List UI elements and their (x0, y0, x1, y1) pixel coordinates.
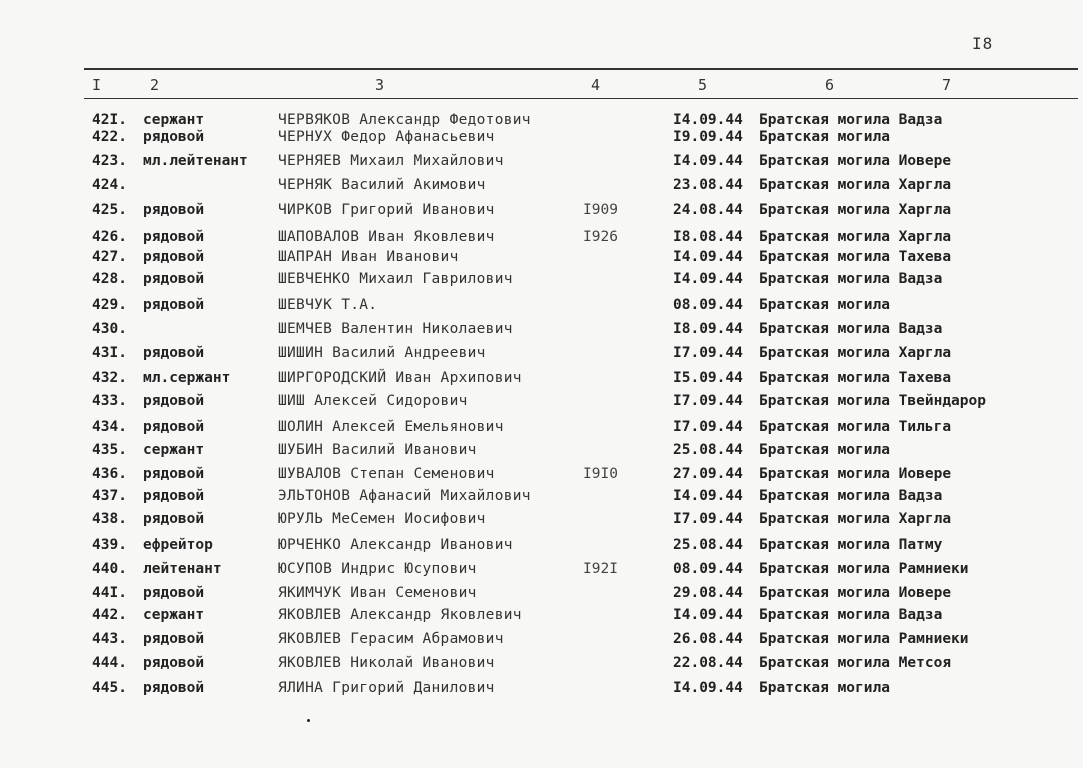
record-birth-year: I92I (583, 561, 618, 577)
record-number: 433. (92, 393, 127, 409)
record-death-date: 23.08.44 (673, 177, 743, 193)
record-death-date: I7.09.44 (673, 511, 743, 527)
record-death-date: I4.09.44 (673, 112, 743, 128)
record-name: ЯКОВЛЕВ Николай Иванович (278, 655, 495, 671)
record-burial-place: Братская могила Харгла (759, 345, 952, 361)
record-death-date: 29.08.44 (673, 585, 743, 601)
record-rank: лейтенант (143, 561, 222, 577)
record-name: ЧЕРНЯЕВ Михаил Михайлович (278, 153, 504, 169)
table-row (0, 129, 1083, 149)
record-rank: рядовой (143, 271, 205, 287)
col-header-7: 7 (942, 76, 952, 94)
record-number: 429. (92, 297, 127, 313)
table-row (0, 631, 1083, 651)
record-burial-place: Братская могила Харгла (759, 229, 952, 245)
record-death-date: I4.09.44 (673, 488, 743, 504)
record-burial-place: Братская могила Харгла (759, 511, 952, 527)
table-row (0, 271, 1083, 291)
record-rank: рядовой (143, 511, 205, 527)
record-number: 432. (92, 370, 127, 386)
record-burial-place: Братская могила Рамниеки (759, 631, 969, 647)
record-burial-place: Братская могила (759, 129, 890, 145)
table-row (0, 370, 1083, 390)
record-name: ЧИРКОВ Григорий Иванович (278, 202, 495, 218)
record-death-date: I4.09.44 (673, 249, 743, 265)
record-name: ЮРУЛЬ МеСемен Иосифович (278, 511, 486, 527)
record-name: ЯКОВЛЕВ Александр Яковлевич (278, 607, 522, 623)
record-name: ШУБИН Василий Иванович (278, 442, 477, 458)
record-death-date: I8.08.44 (673, 229, 743, 245)
table-row (0, 511, 1083, 531)
record-death-date: I5.09.44 (673, 370, 743, 386)
table-row (0, 393, 1083, 413)
table-row (0, 419, 1083, 439)
record-death-date: I7.09.44 (673, 345, 743, 361)
record-name: ШИШ Алексей Сидорович (278, 393, 468, 409)
record-rank: рядовой (143, 680, 205, 696)
record-number: 435. (92, 442, 127, 458)
record-burial-place: Братская могила Тильга (759, 419, 952, 435)
record-burial-place: Братская могила Тахева (759, 249, 952, 265)
table-row (0, 345, 1083, 365)
table-row (0, 585, 1083, 605)
page-number: I8 (972, 34, 994, 53)
table-row (0, 607, 1083, 627)
table-row (0, 655, 1083, 675)
record-birth-year: I926 (583, 229, 618, 245)
table-row (0, 680, 1083, 700)
col-header-3: 3 (375, 76, 385, 94)
record-name: ЭЛЬТОНОВ Афанасий Михайлович (278, 488, 531, 504)
record-rank: ефрейтор (143, 537, 213, 553)
record-name: ШЕВЧЕНКО Михаил Гаврилович (278, 271, 513, 287)
record-name: ЯКОВЛЕВ Герасим Абрамович (278, 631, 504, 647)
stray-mark (307, 719, 310, 722)
record-name: ЧЕРВЯКОВ Александр Федотович (278, 112, 531, 128)
col-header-4: 4 (591, 76, 601, 94)
table-row (0, 537, 1083, 557)
record-number: 425. (92, 202, 127, 218)
record-name: ЯКИМЧУК Иван Семенович (278, 585, 477, 601)
record-burial-place: Братская могила (759, 297, 890, 313)
record-burial-place: Братская могила Вадза (759, 321, 943, 337)
record-number: 443. (92, 631, 127, 647)
record-number: 422. (92, 129, 127, 145)
record-number: 428. (92, 271, 127, 287)
record-number: 43I. (92, 345, 127, 361)
record-birth-year: I9I0 (583, 466, 618, 482)
record-burial-place: Братская могила (759, 680, 890, 696)
record-rank: сержант (143, 607, 205, 623)
record-name: ШЕВЧУК Т.А. (278, 297, 378, 313)
record-death-date: 08.09.44 (673, 297, 743, 313)
record-rank: рядовой (143, 297, 205, 313)
record-death-date: I4.09.44 (673, 607, 743, 623)
col-header-1: I (92, 76, 102, 94)
record-burial-place: Братская могила Харгла (759, 177, 952, 193)
record-number: 424. (92, 177, 127, 193)
record-name: ШИШИН Василий Андреевич (278, 345, 486, 361)
record-death-date: 27.09.44 (673, 466, 743, 482)
col-header-2: 2 (150, 76, 160, 94)
record-name: ШЕМЧЕВ Валентин Николаевич (278, 321, 513, 337)
record-rank: рядовой (143, 345, 205, 361)
table-row (0, 202, 1083, 222)
record-burial-place: Братская могила Тахева (759, 370, 952, 386)
record-burial-place: Братская могила Метсоя (759, 655, 952, 671)
record-name: ШУВАЛОВ Степан Семенович (278, 466, 495, 482)
table-row (0, 442, 1083, 462)
record-death-date: I4.09.44 (673, 153, 743, 169)
table-row (0, 177, 1083, 197)
record-burial-place: Братская могила Иовере (759, 466, 952, 482)
table-row (0, 321, 1083, 341)
record-rank: рядовой (143, 631, 205, 647)
record-burial-place: Братская могила Вадза (759, 112, 943, 128)
record-number: 438. (92, 511, 127, 527)
record-death-date: 26.08.44 (673, 631, 743, 647)
record-name: ШАПРАН Иван Иванович (278, 249, 459, 265)
record-name: ЮСУПОВ Индрис Юсупович (278, 561, 477, 577)
record-rank: мл.сержант (143, 370, 231, 386)
record-death-date: 25.08.44 (673, 537, 743, 553)
record-death-date: I4.09.44 (673, 680, 743, 696)
record-burial-place: Братская могила Рамниеки (759, 561, 969, 577)
record-rank: рядовой (143, 419, 205, 435)
record-burial-place: Братская могила (759, 442, 890, 458)
table-row (0, 229, 1083, 249)
record-rank: рядовой (143, 229, 205, 245)
record-rank: рядовой (143, 202, 205, 218)
record-rank: рядовой (143, 393, 205, 409)
table-row (0, 153, 1083, 173)
record-rank: рядовой (143, 129, 205, 145)
table-row (0, 488, 1083, 508)
record-burial-place: Братская могила Патму (759, 537, 943, 553)
record-name: ЮРЧЕНКО Александр Иванович (278, 537, 513, 553)
record-name: ЧЕРНУХ Федор Афанасьевич (278, 129, 495, 145)
table-row (0, 297, 1083, 317)
record-rank: мл.лейтенант (143, 153, 248, 169)
record-number: 444. (92, 655, 127, 671)
col-header-5: 5 (698, 76, 708, 94)
record-death-date: 25.08.44 (673, 442, 743, 458)
record-name: ЯЛИНА Григорий Данилович (278, 680, 495, 696)
record-death-date: I4.09.44 (673, 271, 743, 287)
record-burial-place: Братская могила Вадза (759, 271, 943, 287)
record-burial-place: Братская могила Вадза (759, 607, 943, 623)
record-number: 423. (92, 153, 127, 169)
record-death-date: 24.08.44 (673, 202, 743, 218)
col-header-6: 6 (825, 76, 835, 94)
record-death-date: 08.09.44 (673, 561, 743, 577)
record-number: 445. (92, 680, 127, 696)
record-burial-place: Братская могила Твейндарор (759, 393, 986, 409)
record-number: 442. (92, 607, 127, 623)
record-name: ЧЕРНЯК Василий Акимович (278, 177, 486, 193)
record-rank: рядовой (143, 466, 205, 482)
table-row (0, 561, 1083, 581)
record-burial-place: Братская могила Иовере (759, 585, 952, 601)
record-burial-place: Братская могила Иовере (759, 153, 952, 169)
record-name: ШОЛИН Алексей Емельянович (278, 419, 504, 435)
record-death-date: I7.09.44 (673, 393, 743, 409)
record-number: 426. (92, 229, 127, 245)
record-number: 439. (92, 537, 127, 553)
record-rank: сержант (143, 112, 205, 128)
record-number: 436. (92, 466, 127, 482)
record-burial-place: Братская могила Харгла (759, 202, 952, 218)
record-rank: рядовой (143, 488, 205, 504)
record-number: 427. (92, 249, 127, 265)
record-number: 44I. (92, 585, 127, 601)
record-name: ШАПОВАЛОВ Иван Яковлевич (278, 229, 495, 245)
record-number: 42I. (92, 112, 127, 128)
record-death-date: I9.09.44 (673, 129, 743, 145)
record-rank: рядовой (143, 249, 205, 265)
header-rule-bottom (84, 98, 1078, 99)
record-number: 437. (92, 488, 127, 504)
record-number: 440. (92, 561, 127, 577)
table-row (0, 466, 1083, 486)
record-name: ШИРГОРОДСКИЙ Иван Архипович (278, 370, 522, 386)
header-rule-top (84, 68, 1078, 70)
record-number: 434. (92, 419, 127, 435)
record-death-date: 22.08.44 (673, 655, 743, 671)
table-row (0, 249, 1083, 269)
record-death-date: I8.09.44 (673, 321, 743, 337)
record-rank: рядовой (143, 655, 205, 671)
record-number: 430. (92, 321, 127, 337)
record-death-date: I7.09.44 (673, 419, 743, 435)
record-birth-year: I909 (583, 202, 618, 218)
record-burial-place: Братская могила Вадза (759, 488, 943, 504)
record-rank: сержант (143, 442, 205, 458)
record-rank: рядовой (143, 585, 205, 601)
